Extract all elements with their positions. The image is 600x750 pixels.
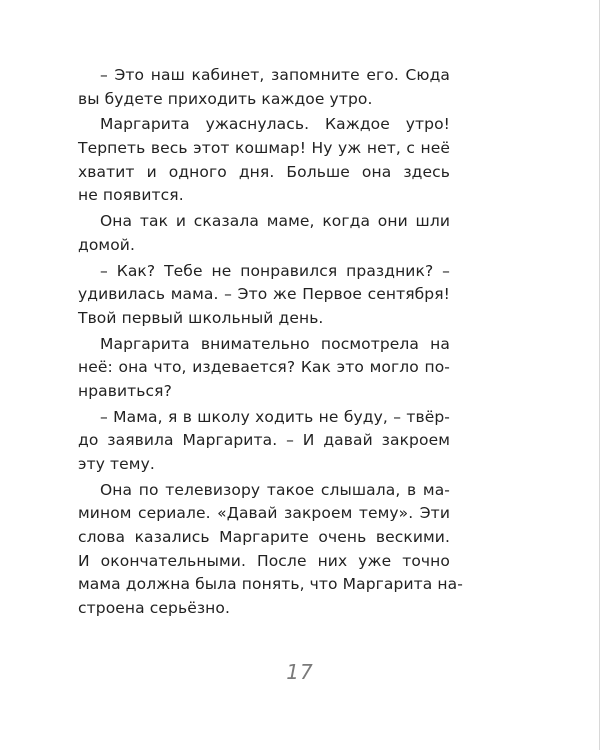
text-line: мама должна была понять, что Маргарита на- (78, 575, 463, 594)
text-line: удивилась мама. – Это же Первое сентября! (78, 285, 450, 304)
text-line: Маргарита ужаснулась. Каждое утро! (100, 115, 450, 134)
paragraph (78, 260, 450, 331)
text-line: домой. (78, 235, 135, 254)
paragraph (78, 406, 450, 477)
text-line: – Мама, я в школу ходить не буду, – твёр- (100, 407, 450, 426)
paragraph (78, 333, 450, 404)
text-line: Терпеть весь этот кошмар! Ну уж нет, с неё (78, 139, 450, 158)
text-line: Она по телевизору такое слышала, в ма- (100, 480, 450, 499)
text-line: – Это наш кабинет, запомните его. Сюда (100, 66, 450, 84)
paragraph (78, 113, 450, 208)
text-line: до заявила Маргарита. – И давай закроем (78, 431, 450, 450)
paragraph (78, 210, 450, 257)
text-line: неё: она что, издевается? Как это могло по- (78, 358, 450, 377)
paragraph (78, 64, 450, 111)
text-line: слова казались Маргарите очень вескими. (78, 528, 450, 547)
text-line: Твой первый школьный день. (78, 308, 324, 327)
text-line: строена серьёзно. (78, 599, 231, 618)
page-number: 17 (286, 660, 314, 684)
text-line: И окончательными. После них уже точно (78, 551, 450, 570)
text-line: хватит и одного дня. Больше она здесь (78, 162, 450, 181)
text-line: Маргарита внимательно посмотрела на (100, 334, 450, 353)
text-line: мином сериале. «Давай закроем тему». Эти (78, 504, 450, 523)
text-line: Она так и сказала маме, когда они шли (100, 212, 450, 231)
text-line: вы будете приходить каждое утро. (78, 89, 373, 108)
body-text (78, 64, 463, 621)
text-line: нравиться? (78, 381, 172, 400)
text-line: – Как? Тебе не понравился праздник? – (100, 261, 450, 280)
text-line: не появится. (78, 186, 184, 205)
text-line: эту тему. (78, 455, 155, 473)
paragraph (78, 479, 463, 621)
